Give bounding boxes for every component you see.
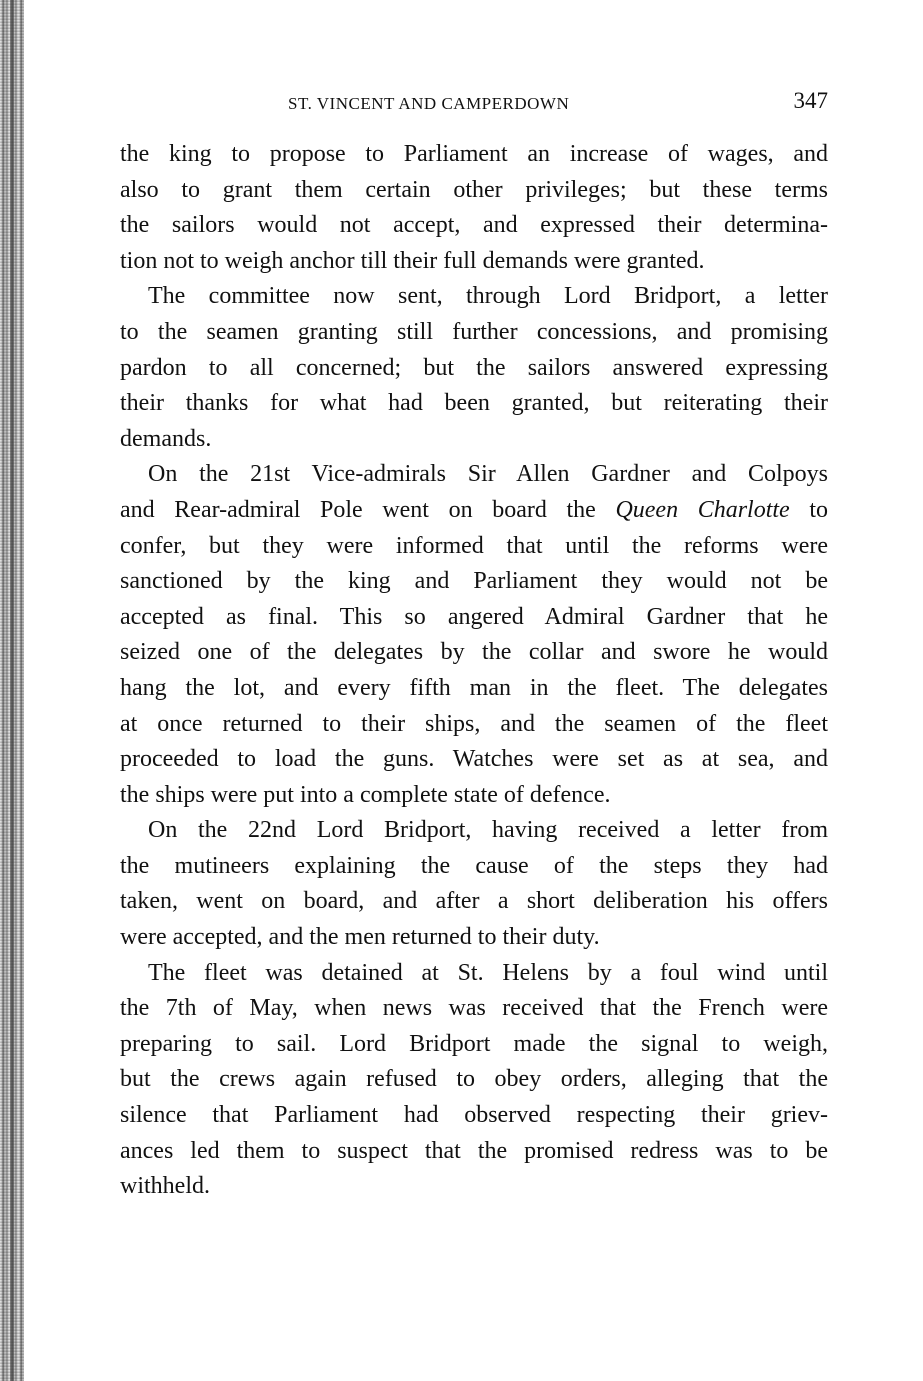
text-line: ances led them to suspect that the promised redress was to be <box>120 1137 828 1164</box>
text-line: withheld. <box>120 1173 210 1200</box>
text-line: pardon to all concerned; but the sailors answered expressing <box>120 354 828 381</box>
running-title: ST. VINCENT AND CAMPERDOWN <box>288 94 570 113</box>
text-line: seized one of the delegates by the collar and swore he would <box>120 639 828 666</box>
text-line: were accepted, and the men returned to their duty. <box>120 924 600 951</box>
text-line: confer, but they were informed that until the reforms were <box>120 532 828 559</box>
text-line: The committee now sent, through Lord Bridport, a letter <box>148 283 828 310</box>
text-line: demands. <box>120 425 212 452</box>
text-line: the ships were put into a complete state of defence. <box>120 781 611 808</box>
text-line: their thanks for what had been granted, but reiterating their <box>120 390 828 417</box>
text-line: the 7th of May, when news was received that the French were <box>120 995 828 1022</box>
text-line: On the 22nd Lord Bridport, having received a letter from <box>148 817 828 844</box>
body-text <box>120 137 828 1205</box>
running-head <box>120 88 828 116</box>
text-segment: and Rear-admiral Pole went on board the <box>120 496 596 523</box>
book-binding-edge <box>0 0 24 1381</box>
text-line <box>120 493 828 529</box>
text-line: On the 21st Vice-admirals Sir Allen Gardner and Colpoys <box>148 461 828 488</box>
text-line: tion not to weigh anchor till their full demands were granted. <box>120 247 705 274</box>
text-line: the mutineers explaining the cause of the steps they had <box>120 852 828 879</box>
text-line: accepted as final. This so angered Admiral Gardner that he <box>120 603 828 630</box>
text-line: also to grant them certain other privileges; but these terms <box>120 176 828 203</box>
text-line: to the seamen granting still further concessions, and promising <box>120 318 828 345</box>
text-line: sanctioned by the king and Parliament they would not be <box>120 568 828 595</box>
text-line: taken, went on board, and after a short deliberation his offers <box>120 888 828 915</box>
text-line: the king to propose to Parliament an increase of wages, and <box>120 141 828 167</box>
text-line: hang the lot, and every fifth man in the fleet. The delegates <box>120 674 828 701</box>
text-line: silence that Parliament had observed respecting their griev- <box>120 1102 828 1129</box>
text-line: preparing to sail. Lord Bridport made the signal to weigh, <box>120 1030 828 1057</box>
text-line: The fleet was detained at St. Helens by a foul wind until <box>148 959 828 986</box>
page-number: 347 <box>793 88 828 113</box>
ship-name: Queen Charlotte <box>615 496 790 523</box>
text-line: the sailors would not accept, and expressed their determina- <box>120 212 828 239</box>
text-line: at once returned to their ships, and the seamen of the fleet <box>120 710 828 737</box>
text-line: proceeded to load the guns. Watches were set as at sea, and <box>120 746 828 773</box>
text-line: but the crews again refused to obey orders, alleging that the <box>120 1066 828 1093</box>
text-segment: to <box>809 496 828 523</box>
